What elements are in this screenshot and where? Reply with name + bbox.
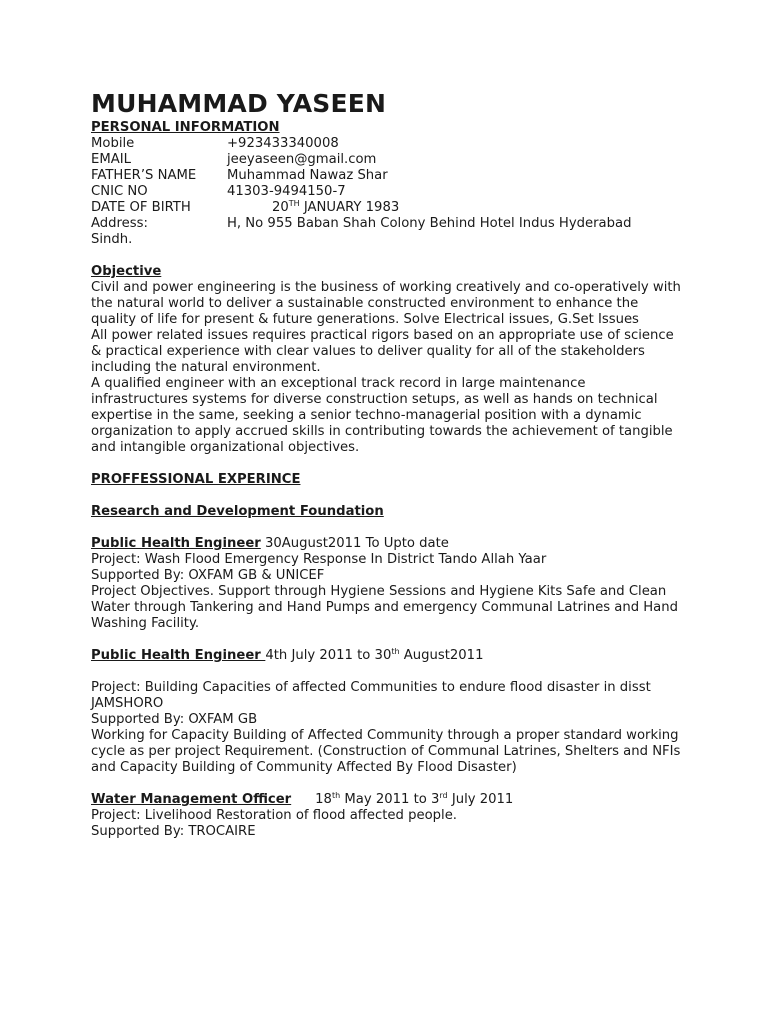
cnic-label: CNIC NO <box>91 184 148 199</box>
objective-paragraph-3: A qualified engineer with an exceptional track record in large maintenance infrastructures systems for diverse construction setups, as well as hands on technical expertise in the same, seeking a senior techno-managerial position with a dynamic organization to apply accrued skills in contributing towards the achievement of tangible and intangible organizational objectives. <box>91 376 673 455</box>
father-name-value: Muhammad Nawaz Shar <box>227 168 388 183</box>
email-row <box>91 152 681 168</box>
dob-superscript: TH <box>288 199 300 208</box>
job-2-title: Public Health Engineer <box>91 648 266 663</box>
dob-label: DATE OF BIRTH <box>91 200 191 215</box>
address-row <box>91 216 681 232</box>
personal-info-block <box>91 136 681 248</box>
job-2-project: Project: Building Capacities of affected Communities to endure flood disaster in disst JAMSHORO <box>91 680 651 711</box>
job-3-dates-end: July 2011 <box>447 792 514 807</box>
objective-paragraph-2: All power related issues requires practical rigors based on an appropriate use of science & practical experience with clear values to deliver quality for all of the stakeholders including the natural environment. <box>91 328 674 375</box>
objective-paragraph-1: Civil and power engineering is the business of working creatively and co-operatively with the natural world to deliver a sustainable constructed environment to enhance the quality of life for present & future generations. Solve Electrical issues, G.Set Issues <box>91 280 681 327</box>
job-3-heading <box>91 792 681 808</box>
job-3-title: Water Management Officer <box>91 792 292 807</box>
mobile-label: Mobile <box>91 136 135 151</box>
cnic-row <box>91 184 681 200</box>
father-name-label: FATHER’S NAME <box>91 168 197 183</box>
job-2-dates-superscript: th <box>391 647 400 656</box>
job-2-heading <box>91 648 681 664</box>
job-3 <box>91 792 681 840</box>
candidate-name: MUHAMMAD YASEEN <box>91 89 387 118</box>
cnic-value: 41303-9494150-7 <box>227 184 346 199</box>
address-label: Address: <box>91 216 148 231</box>
dob-day: 20 <box>272 200 289 215</box>
job-1-dates: 30August2011 To Upto date <box>260 536 449 551</box>
job-3-dates-start: 18 <box>315 792 332 807</box>
job-2-dates-start: 4th July 2011 to 30 <box>265 648 392 663</box>
dob-row <box>91 200 681 216</box>
mobile-value: +923433340008 <box>227 136 339 151</box>
job-1-supported-by: Supported By: OXFAM GB & UNICEF <box>91 568 325 583</box>
job-1-objectives: Project Objectives. Support through Hygiene Sessions and Hygiene Kits Safe and Clean Water through Tankering and Hand Pumps and emergency Communal Latrines and Hand Washing Facility. <box>91 584 678 631</box>
job-1-title: Public Health Engineer <box>91 536 261 551</box>
dob-month-year: JANUARY 1983 <box>299 200 400 215</box>
experience-heading: PROFFESSIONAL EXPERINCE <box>91 472 301 487</box>
job-3-dates-superscript-1: th <box>331 791 341 800</box>
job-1-project: Project: Wash Flood Emergency Response In District Tando Allah Yaar <box>91 552 547 567</box>
job-3-project: Project: Livelihood Restoration of flood affected people. <box>91 808 457 823</box>
job-1-heading <box>91 536 681 552</box>
objective-heading: Objective <box>91 264 162 279</box>
job-2-supported-by: Supported By: OXFAM GB <box>91 712 258 727</box>
job-3-dates-middle: May 2011 to 3 <box>340 792 440 807</box>
organization-name: Research and Development Foundation <box>91 504 384 519</box>
job-2 <box>91 648 681 776</box>
mobile-row <box>91 136 681 152</box>
personal-info-heading: PERSONAL INFORMATION <box>91 120 280 135</box>
email-value: jeeyaseen@gmail.com <box>227 152 377 167</box>
job-1 <box>91 536 681 632</box>
dob-value <box>227 200 681 216</box>
address-value: H, No 955 Baban Shah Colony Behind Hotel Indus Hyderabad <box>227 216 632 231</box>
job-2-dates-end: August2011 <box>399 648 484 663</box>
job-3-dates-superscript-2: rd <box>439 791 448 800</box>
address-continuation: Sindh. <box>91 232 133 247</box>
father-name-row <box>91 168 681 184</box>
resume-page <box>91 88 681 840</box>
job-3-supported-by: Supported By: TROCAIRE <box>91 824 256 839</box>
job-2-working: Working for Capacity Building of Affected Community through a proper standard working cycle as per project Requirement. (Construction of Communal Latrines, Shelters and NFIs and Capacity Building of Community Affected By Flood Disaster) <box>91 728 681 775</box>
email-label: EMAIL <box>91 152 131 167</box>
